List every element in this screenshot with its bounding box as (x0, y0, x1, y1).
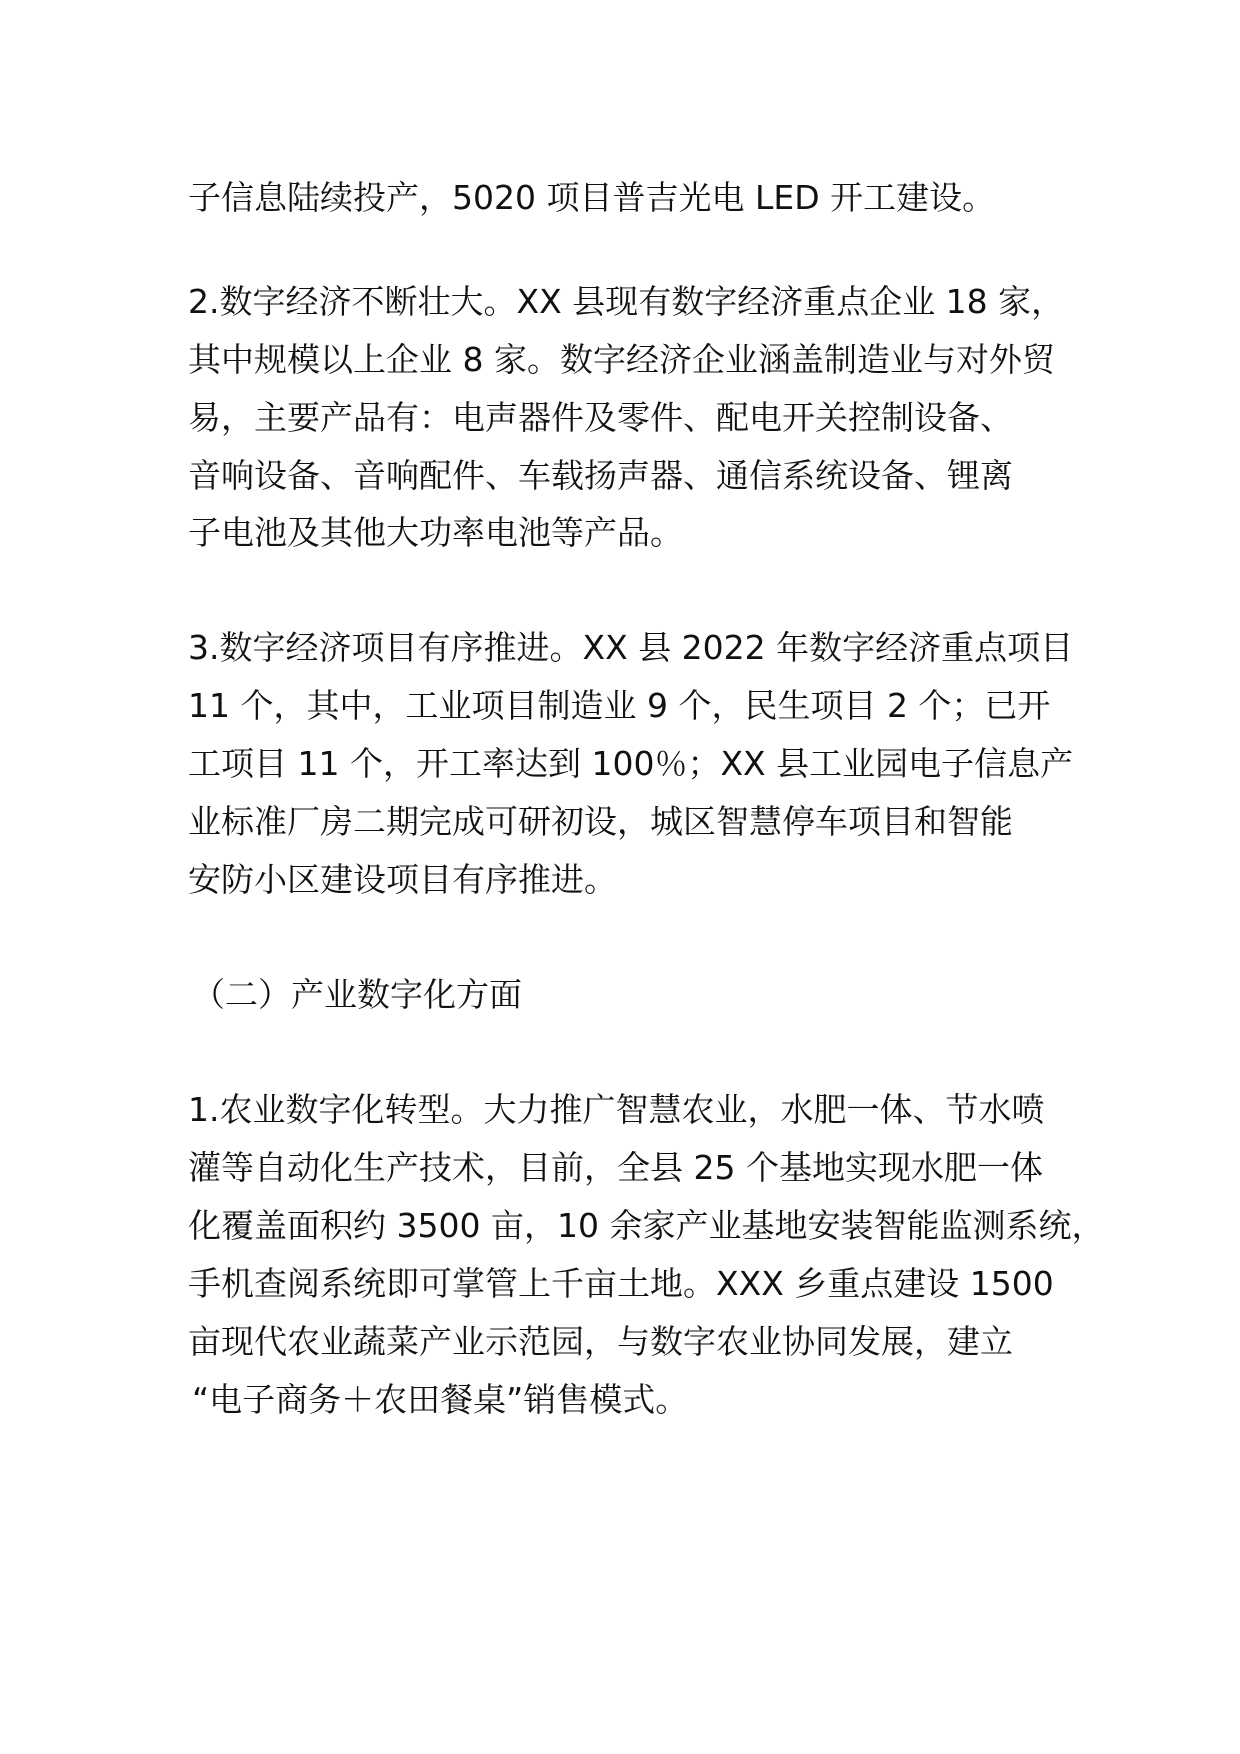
paragraph-3-line-2: 11 个，其中，工业项目制造业 9 个，民生项目 2 个；已开 (188, 686, 1051, 725)
paragraph-2-line-5: 子电池及其他大功率电池等产品。 (188, 513, 683, 552)
section-heading: （二）产业数字化方面 (192, 975, 522, 1014)
paragraph-4-line-5: 亩现代农业蔬菜产业示范园，与数字农业协同发展，建立 (188, 1322, 1013, 1361)
paragraph-4-line-3: 化覆盖面积约 3500 亩，10 余家产业基地安装智能监测系统， (188, 1206, 1105, 1245)
paragraph-3-line-4: 业标准厂房二期完成可研初设，城区智慧停车项目和智能 (188, 802, 1013, 841)
paragraph-2-line-1: 2.数字经济不断壮大。XX 县现有数字经济重点企业 18 家， (188, 282, 1065, 321)
paragraph-3-line-5: 安防小区建设项目有序推进。 (188, 860, 617, 899)
paragraph-3-line-1: 3.数字经济项目有序推进。XX 县 2022 年数字经济重点项目 (188, 628, 1074, 667)
paragraph-4-line-6: “电子商务＋农田餐桌”销售模式。 (192, 1380, 689, 1419)
paragraph-2-line-2: 其中规模以上企业 8 家。数字经济企业涵盖制造业与对外贸 (188, 340, 1055, 379)
paragraph-2-line-3: 易，主要产品有：电声器件及零件、配电开关控制设备、 (188, 398, 1013, 437)
paragraph-4-line-2: 灌等自动化生产技术，目前，全县 25 个基地实现水肥一体 (188, 1148, 1043, 1187)
paragraph-3-line-3: 工项目 11 个，开工率达到 100％；XX 县工业园电子信息产 (188, 744, 1074, 783)
paragraph-4-line-4: 手机查阅系统即可掌管上千亩土地。XXX 乡重点建设 1500 (188, 1264, 1054, 1303)
paragraph-2-line-4: 音响设备、音响配件、车载扬声器、通信系统设备、锂离 (188, 456, 1013, 495)
paragraph-continuation-line-1: 子信息陆续投产，5020 项目普吉光电 LED 开工建设。 (188, 178, 996, 217)
paragraph-4-line-1: 1.农业数字化转型。大力推广智慧农业，水肥一体、节水喷 (188, 1090, 1045, 1129)
